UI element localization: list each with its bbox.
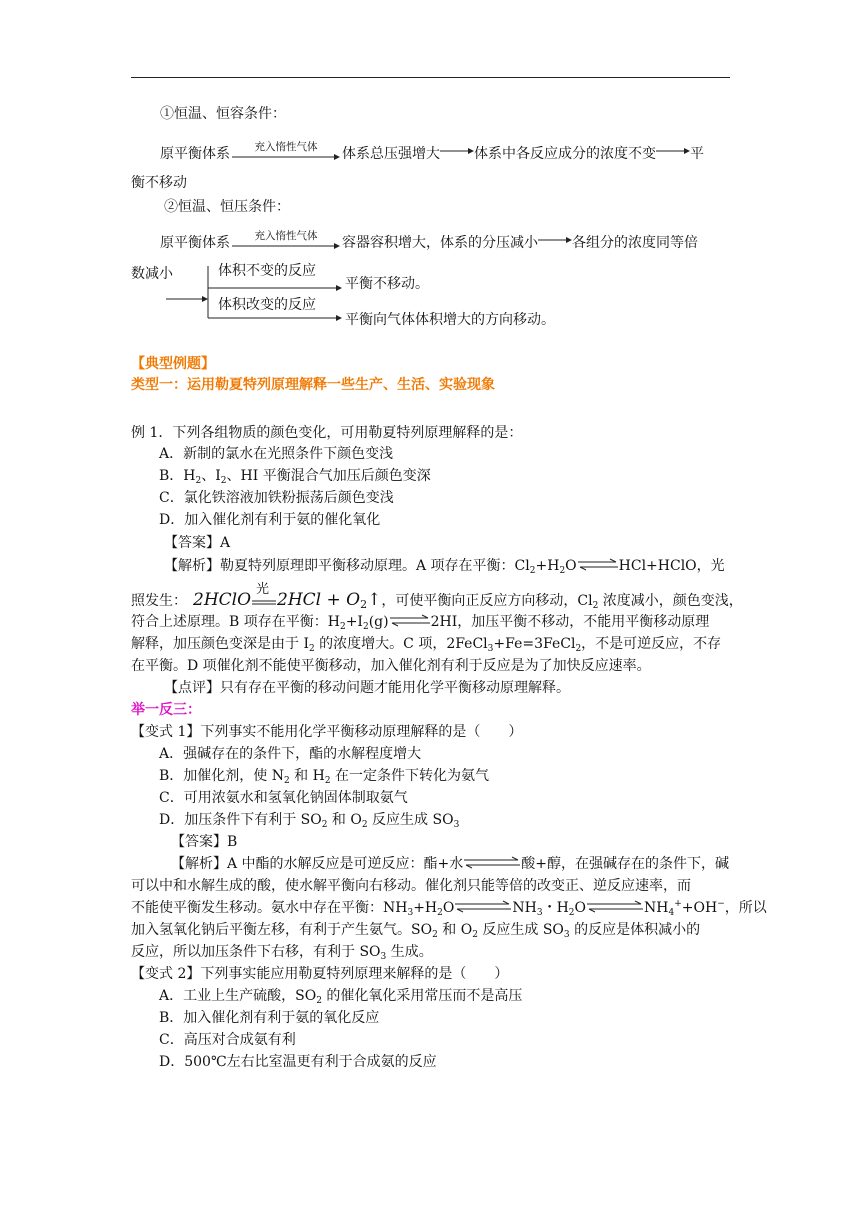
equilibrium-arrow-icon <box>390 614 430 628</box>
condition-2: ②恒温、恒压条件： <box>164 199 290 215</box>
option-a: A．新制的氯水在光照条件下颜色变浅 <box>159 446 394 462</box>
flow-step-3: 平 <box>690 146 704 162</box>
original-system: 原平衡体系 <box>160 146 230 162</box>
answer: 【答案】A <box>164 535 231 551</box>
condition-2-flow <box>160 230 698 253</box>
option-c: C．氯化铁溶液加铁粉振荡后颜色变浅 <box>159 490 394 506</box>
option-a: A．强碱存在的条件下，酯的水解程度增大 <box>159 746 422 762</box>
long-arrow-icon <box>440 145 474 157</box>
example-1-question: 例 1．下列各组物质的颜色变化，可用勒夏特列原理解释的是： <box>131 425 523 441</box>
flow-step-1: 体系总压强增大 <box>342 146 440 162</box>
equilibrium-arrow-icon <box>578 558 618 572</box>
long-arrow-icon <box>538 234 572 246</box>
long-arrow-icon <box>656 145 690 157</box>
variant-2-question: 【变式 2】下列事实能应用勒夏特列原理来解释的是（ ） <box>131 966 509 982</box>
explanation-line-2: 照发生： 2HClO 光 $2HCl + O_2↑$，可使平衡向正反应方向移动，$Cl_2$ 浓度减小，颜色变浅， <box>131 582 743 611</box>
flow-step-2: 体系中各反应成分的浓度不变 <box>474 146 656 162</box>
inert-gas-arrow <box>232 141 340 164</box>
condition-1: ①恒温、恒容条件： <box>160 106 286 122</box>
heading-extend: 举一反三： <box>131 702 201 718</box>
arrow-label: 充入惰性气体 <box>254 141 318 153</box>
variant-1-question: 【变式 1】下列事实不能用化学平衡移动原理解释的是（ ） <box>131 724 523 740</box>
light-condition: 光 <box>256 582 270 597</box>
formula-reactant: 2HClO <box>193 590 252 610</box>
branch-bottom-label: 体积改变的反应 <box>218 297 316 313</box>
condition-1-flow <box>160 141 704 164</box>
explanation-line-2: 可以中和水解生成的酸，使水解平衡向右移动。催化剂只能等倍的改变正、逆反应速率，而 <box>131 878 691 894</box>
explanation-line-1: 【解析】勒夏特列原理即平衡移动原理。A 项存在平衡：$Cl_2+H_2O$ HCl+HClO，光 <box>164 558 725 576</box>
arrow-label: 充入惰性气体 <box>254 230 318 242</box>
condition-1-result: 衡不移动 <box>131 175 187 191</box>
explanation-line-1: 【解析】A 中酯的水解反应是可逆反应：酯+水 酸+醇，在强碱存在的条件下，碱 <box>171 856 730 872</box>
option-b: B．$H_2$、$I_2$、HI 平衡混合气加压后颜色变深 <box>159 468 431 486</box>
branch-bottom-result: 平衡向气体体积增大的方向移动。 <box>345 312 555 328</box>
review: 【点评】只有存在平衡的移动问题才能用化学平衡移动原理解释。 <box>164 680 570 696</box>
equilibrium-arrow-icon <box>464 856 520 870</box>
condition-2-continued: 数减小 <box>131 266 173 282</box>
inert-gas-arrow <box>232 230 340 253</box>
option-b: B．加催化剂，使 $N_2$ 和 $H_2$ 在一定条件下转化为氨气 <box>159 768 490 786</box>
explanation-line-5: 在平衡。D 项催化剂不能使平衡移动，加入催化剂有利于反应是为了加快反应速率。 <box>131 658 651 674</box>
gas-up-arrow-icon: ↑ <box>367 590 382 610</box>
option-a: A．工业上生产硫酸，$SO_2$ 的催化氧化采用常压而不是高压 <box>159 988 523 1006</box>
option-d: D．加压条件下有利于 $SO_2$ 和 $O_2$ 反应生成 $SO_3$ <box>159 812 460 830</box>
option-c: C．高压对合成氨有利 <box>159 1032 296 1048</box>
answer: 【答案】B <box>171 834 238 850</box>
original-system: 原平衡体系 <box>160 235 230 251</box>
heading-type-1: 类型一：运用勒夏特列原理解释一些生产、生活、实验现象 <box>131 377 495 393</box>
branch-top-result: 平衡不移动。 <box>345 276 429 292</box>
equilibrium-arrow-icon <box>587 900 643 914</box>
equilibrium-arrow-icon <box>455 900 511 914</box>
branch-top-label: 体积不变的反应 <box>218 263 316 279</box>
explanation-line-5: 反应，所以加压条件下右移，有利于 $SO_3$ 生成。 <box>131 944 433 962</box>
explanation-line-3: 不能使平衡发生移动。氨水中存在平衡：$NH_3+H_2O$ $NH_3$・$H_2O$ $NH_4^++OH^-$，所以 <box>131 899 767 918</box>
option-c: C．可用浓氨水和氢氧化钠固体制取氨气 <box>159 790 408 806</box>
formula-product: 2HCl + O <box>277 590 361 610</box>
flow-step-2: 各组分的浓度同等倍 <box>572 235 698 251</box>
header-rule <box>131 77 730 78</box>
option-d: D．500℃左右比室温更有利于合成氨的反应 <box>159 1054 437 1070</box>
explanation-line-3: 符合上述原理。B 项存在平衡：$H_2+I_2(g)$ 2HI，加压平衡不移动，不能用平衡移动原理 <box>131 614 710 632</box>
heading-typical-examples: 【典型例题】 <box>131 356 215 372</box>
flow-step-1: 容器容积增大，体系的分压减小 <box>342 235 538 251</box>
explanation-line-4: 加入氢氧化钠后平衡左移，有利于产生氨气。$SO_2$ 和 $O_2$ 反应生成 $SO_3$ 的反应是体积减小的 <box>131 922 701 940</box>
option-d: D．加入催化剂有利于氨的催化氧化 <box>159 512 381 528</box>
option-b: B．加入催化剂有利于氨的氧化反应 <box>159 1010 380 1026</box>
explanation-line-4: 解释，加压颜色变深是由于 $I_2$ 的浓度增大。C 项，2FeCl$_3$+Fe=3FeCl$_2$，不是可逆反应，不存 <box>131 636 722 654</box>
